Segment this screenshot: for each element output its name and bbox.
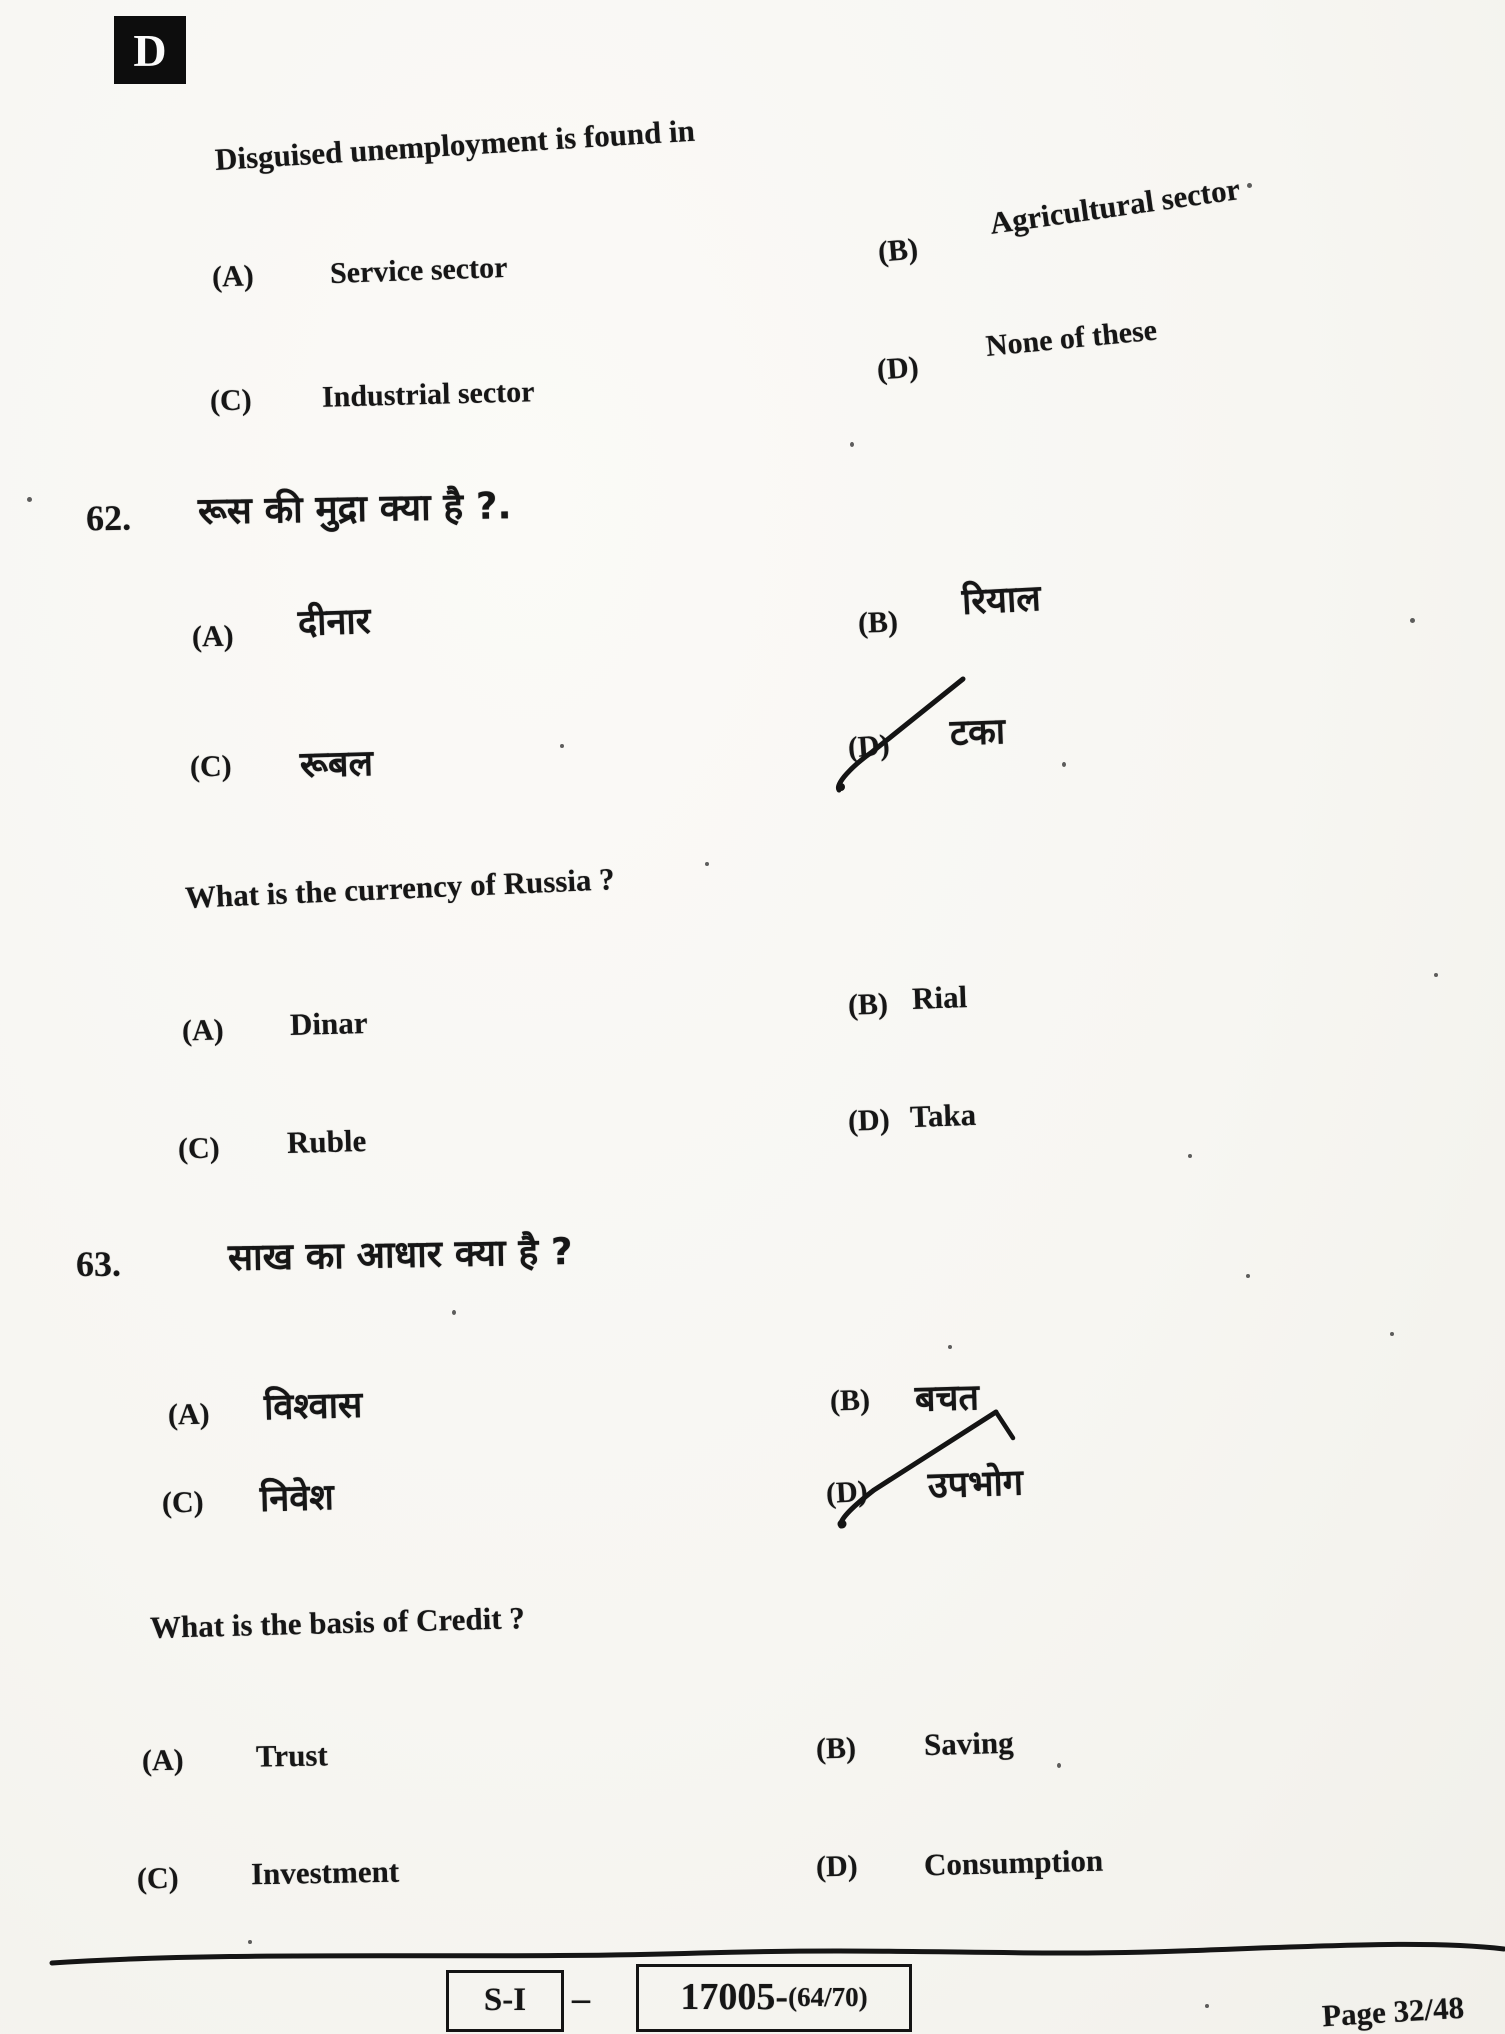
question-1-option-c-label: (C) [209, 383, 253, 418]
scan-speck [948, 1345, 952, 1349]
question-5-option-b-text: Saving [923, 1724, 1015, 1763]
question-2-option-a-text: दीनार [297, 600, 372, 645]
question-1-option-d-text: None of these [984, 313, 1159, 363]
question-5-option-d-label: (D) [815, 1849, 859, 1884]
question-2-number: 62. [85, 497, 132, 539]
question-4-option-d-label: (D) [825, 1474, 869, 1511]
question-4-number: 63. [76, 1244, 121, 1284]
scan-speck [1390, 1332, 1394, 1336]
question-1-option-b-text: Agricultural sector [987, 171, 1243, 241]
scan-speck [1246, 1274, 1250, 1278]
paper-code-suffix: (64/70) [788, 1982, 868, 2013]
question-5-option-c-text: Investment [250, 1853, 400, 1892]
question-1-option-b-label: (B) [876, 232, 920, 269]
question-5-option-a-text: Trust [255, 1737, 329, 1774]
scan-speck [850, 442, 854, 447]
series-code: S-I [483, 1982, 527, 2019]
question-3-option-d-text: Taka [909, 1096, 977, 1135]
question-3-option-c-text: Ruble [286, 1122, 367, 1161]
question-4-option-c-label: (C) [161, 1485, 204, 1520]
question-4-option-c-text: निवेश [259, 1477, 335, 1520]
question-2-option-b-text: रियाल [960, 577, 1042, 624]
scan-speck [705, 862, 709, 866]
question-3-option-b-text: Rial [911, 979, 968, 1016]
question-2-option-a-label: (A) [191, 619, 234, 654]
scan-speck [27, 497, 32, 502]
paper-code-box [636, 1964, 912, 2032]
separator-dash: – [572, 1978, 590, 2018]
question-3-option-c-label: (C) [177, 1131, 221, 1166]
scan-speck [1188, 1154, 1192, 1158]
question-2-option-d-text: टका [949, 711, 1006, 754]
scan-speck [560, 744, 564, 748]
scan-speck [1247, 183, 1252, 188]
question-3-option-a-text: Dinar [289, 1004, 368, 1043]
question-4-text: साख का आधार क्या है ? [227, 1229, 573, 1280]
question-3-option-d-label: (D) [847, 1103, 891, 1138]
question-3-text: What is the currency of Russia ? [184, 861, 616, 915]
scan-speck [248, 1940, 252, 1944]
scan-speck [452, 1310, 456, 1315]
page-number: Page 32/48 [1321, 1989, 1465, 2034]
question-4-option-b-text: बचत [914, 1377, 980, 1420]
question-1-option-c-text: Industrial sector [321, 375, 535, 414]
scan-speck [1410, 618, 1415, 623]
question-2-option-c-label: (C) [189, 749, 232, 784]
set-code: D [133, 24, 167, 76]
scan-speck [1205, 2004, 1209, 2008]
question-2-option-b-label: (B) [857, 605, 899, 640]
series-code-box [446, 1970, 564, 2032]
question-5-option-c-label: (C) [136, 1861, 179, 1896]
question-5-option-b-label: (B) [815, 1731, 857, 1766]
question-4-option-d-text: उपभोग [927, 1462, 1024, 1507]
question-4-option-b-label: (B) [829, 1383, 871, 1418]
question-3-option-b-label: (B) [847, 987, 889, 1022]
question-2-option-d-label: (D) [846, 728, 891, 765]
question-1-option-d-label: (D) [875, 350, 920, 387]
question-3-option-a-label: (A) [181, 1013, 225, 1048]
question-5-option-a-label: (A) [141, 1743, 184, 1778]
question-5-option-d-text: Consumption [923, 1842, 1104, 1883]
question-4-option-a-label: (A) [167, 1397, 210, 1432]
question-1-option-a-label: (A) [211, 259, 255, 294]
question-1-text: Disguised unemployment is found in [213, 112, 696, 177]
set-code-badge [114, 16, 186, 84]
scan-speck [1062, 762, 1066, 767]
scan-speck [1057, 1763, 1061, 1768]
question-4-option-a-text: विश्वास [263, 1384, 363, 1429]
question-1-option-a-text: Service sector [329, 250, 508, 291]
scan-speck [1434, 973, 1438, 977]
paper-code: 17005- [680, 1976, 789, 2019]
question-2-text: रूस की मुद्रा क्या है ?. [197, 484, 512, 533]
question-2-option-c-text: रूबल [299, 743, 374, 786]
question-5-text: What is the basis of Credit ? [149, 1600, 526, 1645]
